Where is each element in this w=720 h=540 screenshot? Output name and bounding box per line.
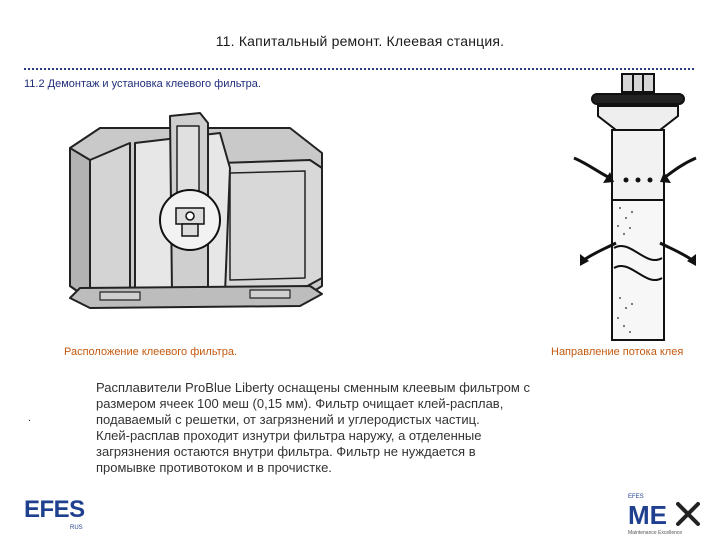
mex-logo: [626, 490, 706, 538]
section-subtitle: 11.2 Демонтаж и установка клеевого фильтра.: [24, 78, 261, 90]
filter-location-caption: Расположение клеевого фильтра.: [64, 346, 238, 358]
description-line: размером ячеек 100 меш (0,15 мм). Фильтр очищает клей-расплав,: [96, 396, 504, 411]
description-line: загрязнения остаются внутри фильтра. Фильтр не нуждается в: [96, 444, 476, 459]
mex-logo-small: EFES: [628, 494, 644, 500]
description-text: [96, 380, 656, 476]
description-line: промывке противотоком и в прочистке.: [96, 460, 332, 475]
description-line: Клей-расплав проходит изнутри фильтра наружу, а отделенные: [96, 428, 482, 443]
efes-logo: EFES: [24, 496, 85, 523]
wrench-icon: [678, 504, 698, 524]
slide-title: 11. Капитальный ремонт. Клеевая станция.: [215, 33, 505, 49]
flow-direction-caption: Направление потока клея: [551, 346, 684, 358]
description-line: подаваемый с решетки, от загрязнений и углеродистых частиц.: [96, 412, 480, 427]
mex-logo-sub: Maintenance Excellence: [628, 530, 683, 536]
description-line: Расплавители ProBlue Liberty оснащены сменным клеевым фильтром с: [96, 380, 530, 395]
bullet-dot: .: [28, 412, 32, 424]
glue-melter-illustration: [60, 108, 330, 318]
efes-logo-sub: RUS: [70, 525, 83, 531]
mex-logo-text: ME: [628, 500, 667, 530]
glue-flow-illustration: [570, 68, 700, 346]
